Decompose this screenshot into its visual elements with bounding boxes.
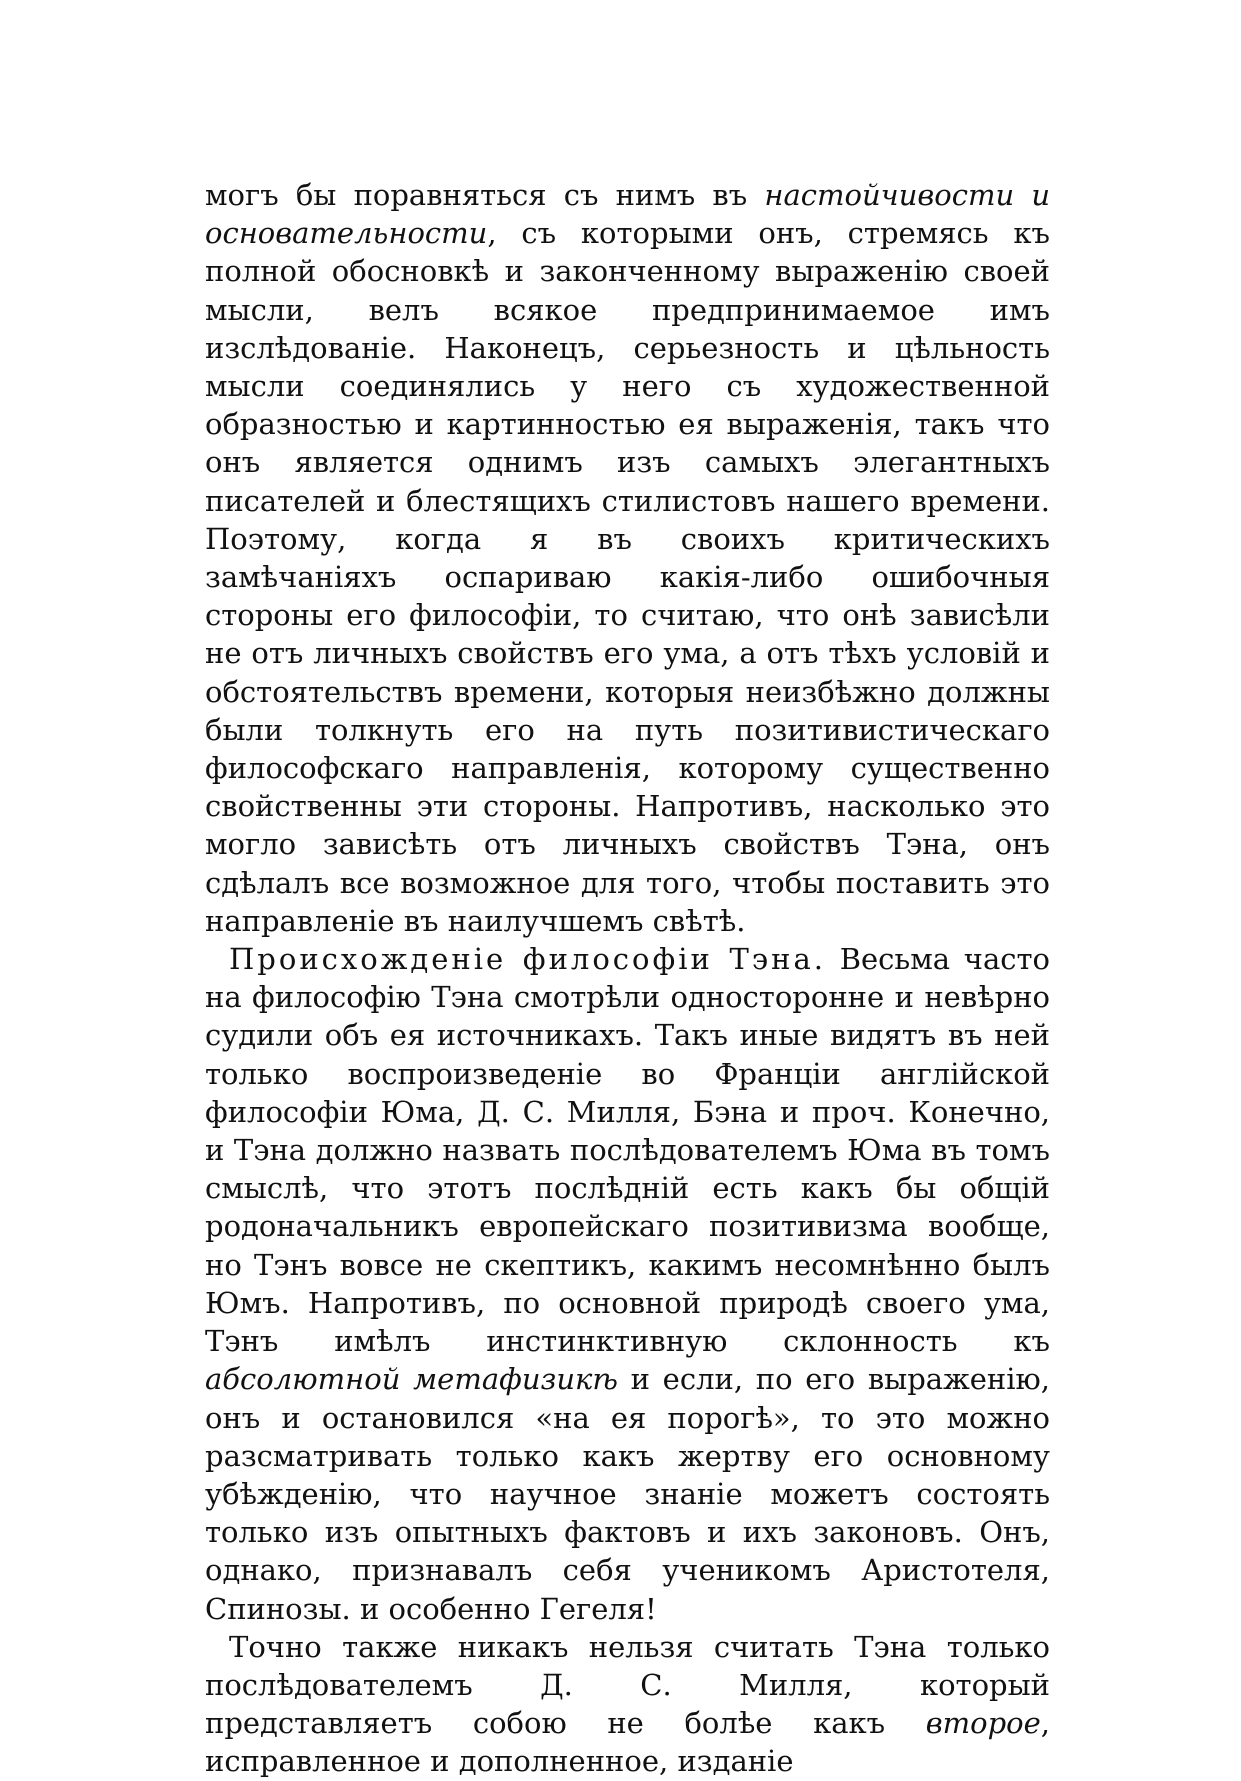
text-segment: , исправленное и дополненное, изданіе	[205, 1706, 1050, 1779]
body-text	[205, 176, 1050, 1781]
paragraph-continuation	[205, 176, 1050, 940]
italic-emphasis: второе	[925, 1706, 1041, 1741]
text-segment: могъ бы поравняться съ нимъ въ	[205, 178, 765, 212]
paragraph-section-origin	[205, 940, 1050, 1628]
text-segment: и если, по его выраженію, онъ и остановился «на ея порогѣ», то это можно разсматривать только какъ жертву его основному убѣжденію, что научное знаніе можетъ состоять только изъ опытныхъ фактовъ и ихъ законовъ. Онъ, однако, признавалъ себя ученикомъ Аристотеля, Спинозы. и особенно Гегеля!	[205, 1362, 1050, 1626]
italic-emphasis: настойчивости и основательности	[205, 178, 1051, 251]
paragraph-mill	[205, 1628, 1050, 1781]
section-heading: Происхожденіе философіи Тэна.	[229, 942, 826, 977]
text-segment: Точно также никакъ нельзя считать Тэна только послѣдователемъ Д. С. Милля, который представляетъ собою не болѣе какъ	[205, 1629, 1050, 1741]
text-segment: Весьма часто на философію Тэна смотрѣли односторонне и невѣрно судили объ ея источникахъ. Такъ иные видятъ въ ней только воспроизведеніе во Франціи англійской философіи Юма, Д. С. Милля, Бэна и проч. Конечно, и Тэна должно назвать послѣдователемъ Юма въ томъ смыслѣ, что этотъ послѣдній есть какъ бы общій родоначальникъ европейскаго позитивизма вообще, но Тэнъ вовсе не скептикъ, какимъ несомнѣнно былъ Юмъ. Напротивъ, по основной природѣ своего ума, Тэнъ имѣлъ инстинктивную склонность къ	[205, 942, 1050, 1359]
text-segment: , съ которыми онъ, стремясь къ полной обосновкѣ и законченному выраженію своей мысли, велъ всякое предпринимаемое имъ изслѣдованіе. Наконецъ, серьезность и цѣльность мысли соединялись у него съ художественной образностью и картинностью ея выраженія, такъ что онъ является однимъ изъ самыхъ элегантныхъ писателей и блестящихъ стилистовъ нашего времени. Поэтому, когда я въ своихъ критическихъ замѣчаніяхъ оспариваю какія-либо ошибочныя стороны его философіи, то считаю, что онѣ зависѣли не отъ личныхъ свойствъ его ума, а отъ тѣхъ условій и обстоятельствъ времени, которыя неизбѣжно должны были толкнуть его на путь позитивистическаго философскаго направленія, которому существенно свойственны эти стороны. Напротивъ, насколько это могло зависѣть отъ личныхъ свойствъ Тэна, онъ сдѣлалъ все возможное для того, чтобы поставить это направленіе въ наилучшемъ свѣтѣ.	[205, 216, 1050, 938]
italic-emphasis: абсолютной метафизикѣ	[205, 1362, 618, 1397]
